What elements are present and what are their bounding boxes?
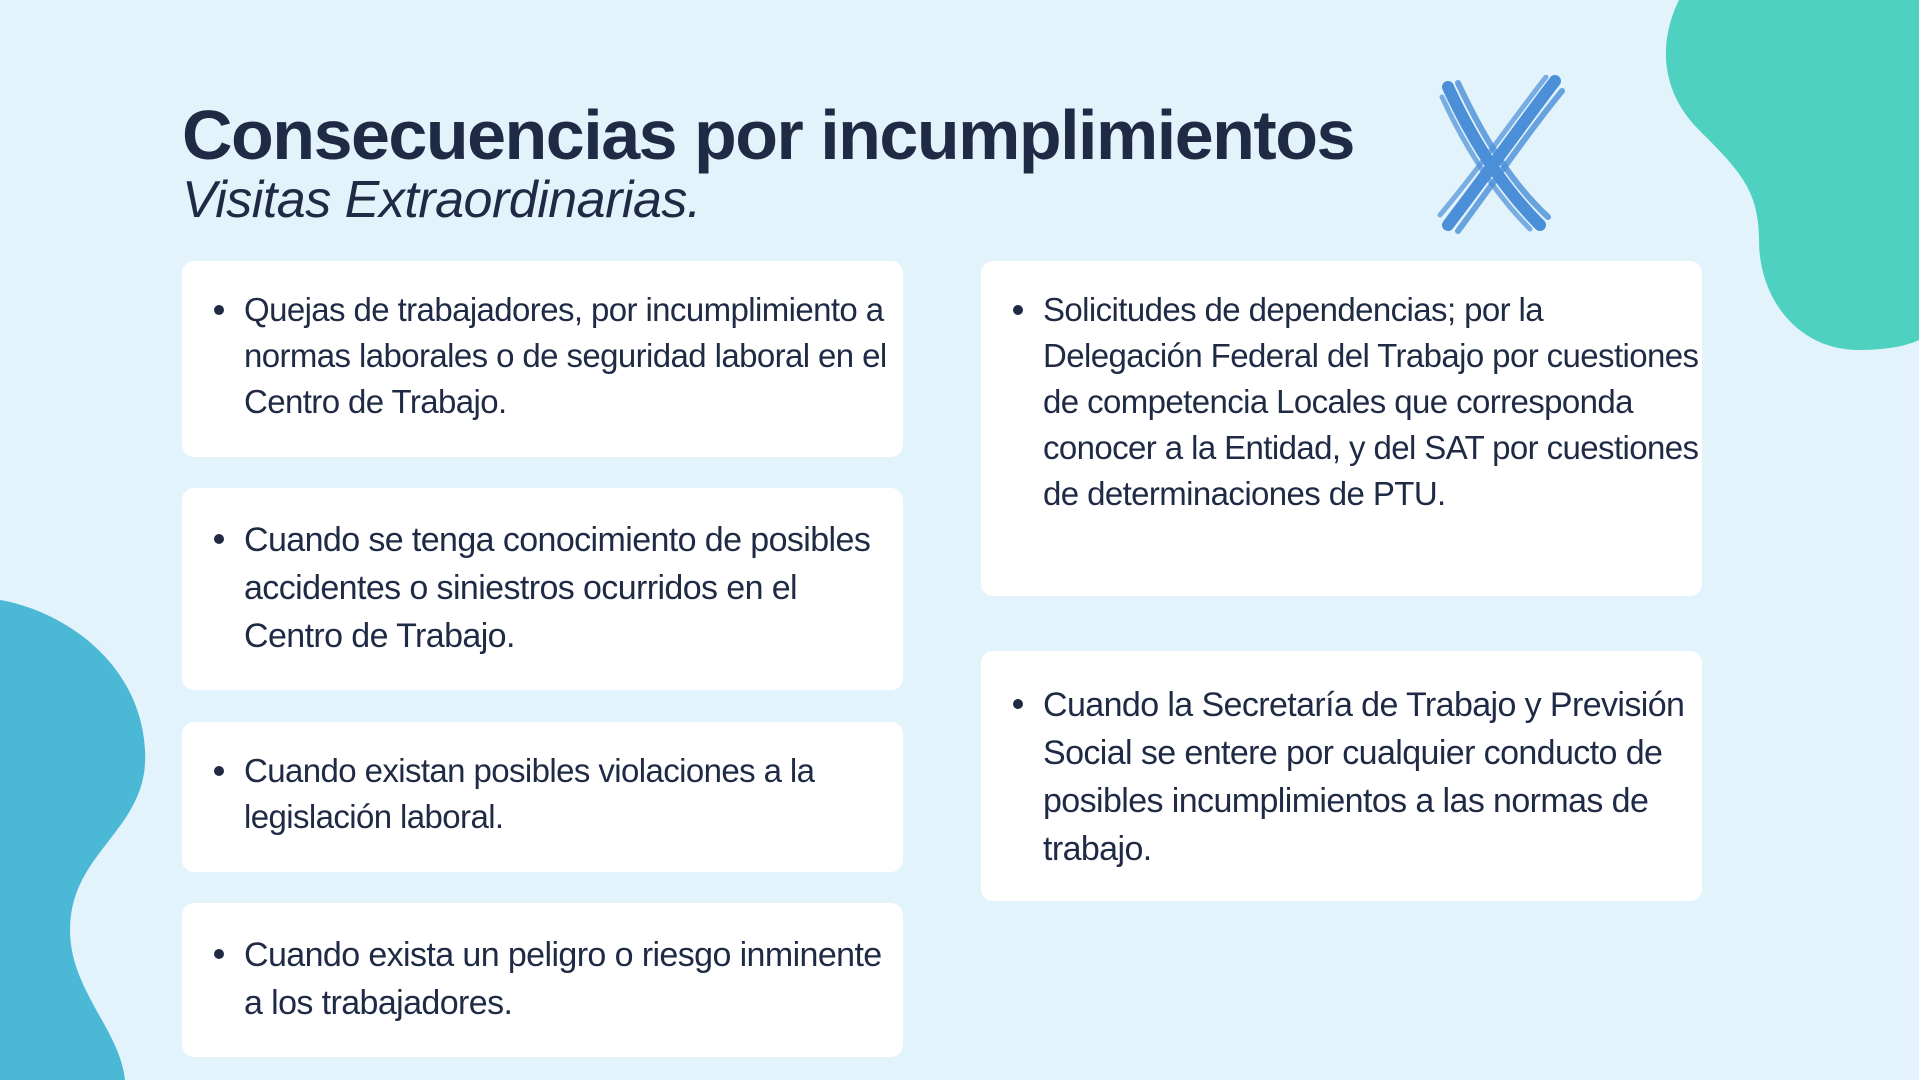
card-violaciones — [182, 722, 903, 872]
list-item: Cuando la Secretaría de Trabajo y Previsión Social se entere por cualquier conducto de posibles incumplimientos a las normas de trabajo. — [1043, 681, 1702, 873]
card-solicitudes-dependencias — [981, 261, 1702, 596]
slide-title: Consecuencias por incumplimientos — [182, 96, 1354, 174]
list-item: Cuando se tenga conocimiento de posibles accidentes o siniestros ocurridos en el Centro de Trabajo. — [244, 516, 903, 660]
list-item: Quejas de trabajadores, por incumplimiento a normas laborales o de seguridad laboral en el Centro de Trabajo. — [244, 287, 903, 425]
card-peligro-riesgo — [182, 903, 903, 1057]
card-accidentes — [182, 488, 903, 690]
slide-subtitle: Visitas Extraordinarias. — [182, 171, 701, 229]
list-item: Cuando exista un peligro o riesgo inminente a los trabajadores. — [244, 931, 903, 1027]
card-quejas-trabajadores — [182, 261, 903, 457]
card-secretaria-trabajo — [981, 651, 1702, 901]
list-item: Solicitudes de dependencias; por la Delegación Federal del Trabajo por cuestiones de competencia Locales que corresponda conocer a la Entidad, y del SAT por cuestiones de determinaciones de PTU. — [1043, 287, 1702, 517]
x-mark-icon — [1430, 75, 1570, 235]
blue-blob-decoration — [0, 600, 160, 1080]
list-item: Cuando existan posibles violaciones a la legislación laboral. — [244, 748, 903, 840]
